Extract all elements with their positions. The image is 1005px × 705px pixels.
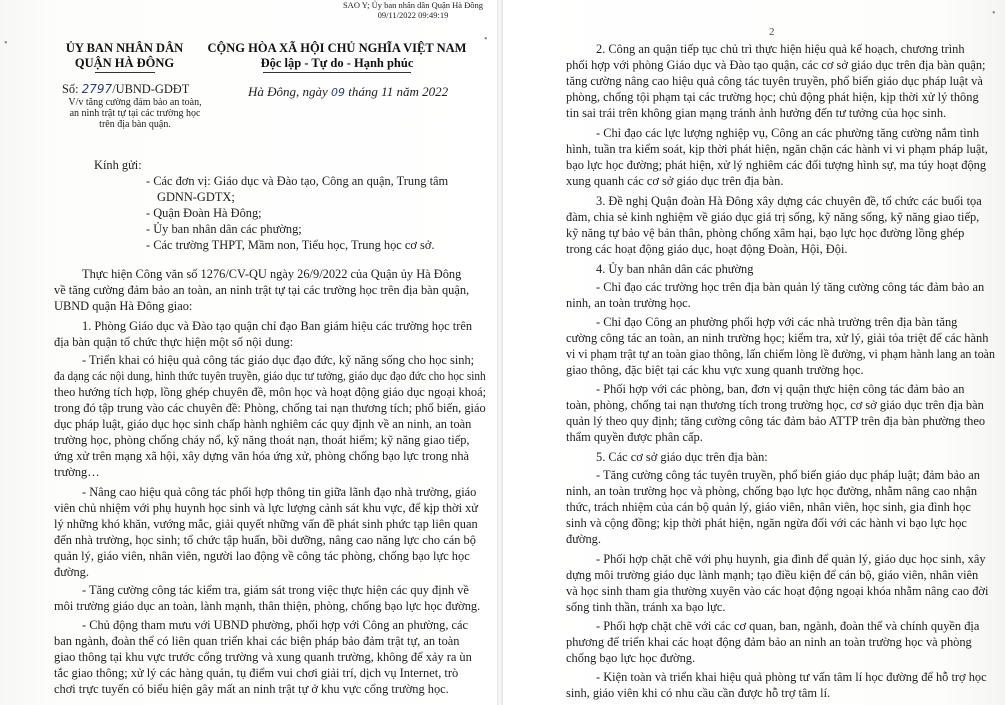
doc-number-suffix: /UBND-GDĐT	[112, 82, 190, 96]
body-line: trường học, phòng chống cháy nổ, kỹ năng thoát nạn, thoát hiểm; kỹ năng giao tiếp,	[54, 433, 470, 447]
scan-mark: •	[992, 8, 996, 19]
body-line: giao thông tại khu vực trước cổng trường và xung quanh trường, không để xảy ra ùn	[54, 650, 472, 664]
subject-line-2: an ninh trật tự tại các trường học	[69, 108, 201, 119]
body-line: 4. Ủy ban nhân dân các phường	[596, 262, 754, 276]
body-line: viên chủ nhiệm với phụ huynh học sinh và lực lượng cảnh sát khu vực, để kịp thời xử	[54, 501, 479, 515]
scan-mark: •	[4, 38, 8, 49]
body-line: phương để triển khai các hoạt động đảm bảo an ninh an toàn trường học và phòng	[566, 635, 972, 649]
recipient-line: - Các đơn vị: Giáo dục và Đào tạo, Công an quận, Trung tâm	[146, 174, 449, 188]
body-line: về tăng cường đảm bảo an toàn, an ninh trật tự tại các trường học trên địa bàn quận,	[54, 283, 470, 297]
body-line: Thực hiện Công văn số 1276/CV-QU ngày 26/9/2022 của Quận ủy Hà Đông	[82, 267, 462, 281]
recipient-line: - Các trường THPT, Mầm non, Tiểu học, Trung học cơ sở.	[146, 238, 435, 252]
body-line: - Kiện toàn và triển khai hiệu quả phòng tư vấn tâm lí học đường để hỗ trợ học	[596, 670, 987, 684]
body-line: chống bạo lực học đường.	[566, 651, 696, 665]
body-line: sinh, giáo viên khi có nhu cầu cần được hỗ trợ tâm lí.	[566, 686, 831, 700]
body-line: - Chỉ đạo các trường học trên địa bàn quản lý tăng cường công tác đảm bảo an	[596, 280, 985, 294]
copy-stamp	[324, 0, 502, 20]
body-line: bạo lực học đường; phát hiện, xử lý nghiêm các đối tượng hình sự, ma túy hoạt động	[566, 158, 987, 172]
body-line: phòng, chống tội phạm tại các trường học; chủ động phát hiện, kịp thời xử lý thông	[566, 90, 979, 104]
body-line: toàn, phòng, chống tai nạn thương tích trong trường học, cơ sở giáo dục trên địa bàn	[566, 398, 984, 412]
body-line: và học sinh tham gia thường xuyên vào các hoạt động ngoại khóa nhằm nâng cao đời	[566, 584, 989, 598]
body-line: cường công tác an toàn, an ninh trường học; kiểm tra, xử lý, giải tỏa triệt để các hành	[566, 331, 989, 345]
body-line: hình, tuần tra kiểm soát, kịp thời phát hiện, ngăn chặn các hành vi vi phạm pháp luật,	[566, 142, 988, 156]
body-line: kỹ năng tự bảo vệ bản thân, phòng chống xâm hại, bạo lực học đường lồng ghép	[566, 226, 965, 240]
date-day-handwritten: 09	[331, 86, 346, 99]
page-number: 2	[769, 26, 775, 38]
body-line: quản lý, giáo viên, nhân viên, người lao động về công tác phòng, chống bạo lực học	[54, 549, 470, 563]
body-line: trong các hoạt động giáo dục, hoạt động Đoàn, Hội, Đội.	[566, 242, 848, 256]
body-line: đến nhà trường, học sinh; tổ chức tập huấn, bồi dưỡng, nâng cao năng lực cho cán bộ	[54, 533, 476, 547]
nation-title: CỘNG HÒA XÃ HỘI CHỦ NGHĨA VIỆT NAM	[207, 41, 467, 55]
body-line: 5. Các cơ sở giáo dục trên địa bàn:	[596, 450, 768, 464]
body-line: lý những khó khăn, vướng mắc, giải quyết những vấn đề phát sinh phức tạp liên quan	[54, 517, 478, 531]
body-line: - Tăng cường công tác kiểm tra, giám sát trong việc thực hiện các quy định về	[82, 583, 469, 597]
body-line: sinh và cộng đồng; kịp thời phát hiện, ngăn ngừa đối với các hành vi bạo lực học	[566, 516, 967, 530]
recipient-line: GDNN-GDTX;	[157, 190, 235, 204]
body-line: ứng xử trên mạng xã hội, xây dựng văn hóa ứng xử, phòng chống bạo lực trong nhà	[54, 449, 470, 463]
scan-mark: •	[484, 34, 488, 45]
body-line: theo hướng tích hợp, lồng ghép chuyên đề, môn học và hoạt động giáo dục ngoại khoá;	[54, 385, 487, 399]
body-line: ninh, an toàn trường học.	[566, 296, 691, 310]
date-prefix: Hà Đông, ngày	[248, 84, 328, 99]
body-line: vi vi phạm trật tự an toàn giao thông, lấn chiếm lòng lề đường, vi phạm hành lang an toàn	[566, 347, 995, 361]
body-line: 1. Phòng Giáo dục và Đào tạo quận chỉ đạo Ban giám hiệu các trường học trên	[82, 319, 473, 333]
doc-number-handwritten: 2797	[81, 82, 113, 96]
body-line: UBND quận Hà Đông giao:	[54, 299, 193, 313]
body-line: dựng môi trường giáo dục lành mạnh; tạo điều kiện để cán bộ, giáo viên, nhân viên	[566, 568, 979, 582]
body-line: phối hợp với phòng Giáo dục và Đào tạo quận, các cơ sở giáo dục trên địa bàn quận;	[566, 58, 986, 72]
document-page-1	[0, 0, 496, 705]
doc-number-prefix: Số:	[62, 82, 79, 96]
body-line: dục pháp luật, giáo dục học sinh chấp hành nghiêm các quy định về an ninh, an toàn	[54, 417, 472, 431]
body-line: - Phối hợp chặt chẽ với các cơ quan, ban, ngành, đoàn thể và chính quyền địa	[596, 619, 980, 633]
body-line: đường.	[566, 532, 601, 546]
body-line: tin sai trái trên không gian mạng tránh ảnh hưởng đến tư tưởng của học sinh.	[566, 106, 947, 120]
body-line: chơi trực tuyến có biểu hiện gây mất an ninh trật tự ở khu vực cổng trường học.	[54, 682, 449, 696]
body-line: - Triển khai có hiệu quả công tác giáo dục đạo đức, kỹ năng sống cho học sinh;	[82, 353, 475, 367]
date-suffix: tháng 11 năm 2022	[348, 84, 449, 99]
body-line: ban ngành, đoàn thể có liên quan triển khai các biện pháp bảo đảm trật tự, an toàn	[54, 634, 460, 648]
copy-stamp-title: SAO Y; Ủy ban nhân dân Quận Hà Đông	[342, 0, 484, 10]
org-name-line1: ỦY BAN NHÂN DÂN	[65, 41, 184, 55]
body-line: giao thông, đặc biệt tại các khu vực xung quanh trường học.	[566, 363, 864, 377]
subject-line-1: V/v tăng cường đảm bảo an toàn,	[68, 97, 202, 108]
body-line: quản lý theo quy định; tăng cường công tác đảm bảo ATTP trên địa bàn phường theo	[566, 414, 986, 428]
nation-motto: Độc lập - Tự do - Hạnh phúc	[260, 56, 414, 70]
document-page-2	[504, 0, 1005, 705]
body-line: - Tăng cường công tác tuyên truyền, phổ biến giáo dục pháp luật; đảm bảo an	[596, 468, 980, 482]
recipient-line: - Quận Đoàn Hà Đông;	[146, 206, 262, 220]
subject-line-3: trên địa bàn quận.	[99, 119, 171, 130]
body-line: trường…	[54, 465, 100, 479]
body-line: 3. Đề nghị Quận đoàn Hà Đông xây dựng các chuyên đề, tổ chức các buổi tọa	[596, 194, 982, 208]
body-line: trong đó tập trung vào các chuyên đề: Phòng, chống tai nạn thương tích; phổ biến, giáo	[54, 401, 486, 415]
body-line: xung quanh các cơ sở giáo dục trên địa bàn.	[566, 174, 784, 188]
document-body-right	[504, 0, 1005, 705]
body-line: đường.	[54, 565, 89, 579]
body-line: - Chủ động tham mưu với UBND phường, phối hợp với Công an phường, các	[82, 618, 469, 632]
document-body-left	[0, 0, 496, 705]
page-gutter	[497, 0, 503, 705]
salutation: Kính gửi:	[94, 158, 142, 172]
org-name-line2: QUẬN HÀ ĐÔNG	[74, 56, 175, 70]
body-line: đàm, chia sẻ kinh nghiệm về giáo dục giá trị sống, kỹ năng sống, kỹ năng giao tiếp,	[566, 210, 980, 224]
body-line: - Phối hợp chặt chẽ với phụ huynh, gia đình để quản lý, giáo dục học sinh, xây	[596, 552, 986, 566]
body-line: ninh, an toàn trường học và phòng, chống bạo lực học đường, nhằm nâng cao nhận	[566, 484, 978, 498]
body-line: sống tinh thần, tránh xa bạo lực.	[566, 600, 726, 614]
body-line: tăng cường nâng cao hiệu quả công tác tuyên truyền, phổ biến giáo dục pháp luật và	[566, 74, 983, 88]
body-line: thức, trách nhiệm của cán bộ quản lý, giáo viên, nhân viên, học sinh, gia đình học	[566, 500, 971, 514]
body-line: - Phối hợp với các phòng, ban, đơn vị quận thực hiện công tác đảm bảo an	[596, 382, 965, 396]
body-line: - Chỉ đạo Công an phường phối hợp với các nhà trường trên địa bàn tăng	[596, 315, 958, 329]
body-line: đa dạng các nội dung, hình thức tuyên truyền, giáo dục tư tưởng, giáo dục đạo đức cho học sinh	[54, 369, 486, 383]
body-line: 2. Công an quận tiếp tục chủ trì thực hiện hiệu quả kế hoạch, chương trình	[596, 42, 965, 56]
recipient-line: - Ủy ban nhân dân các phường;	[146, 222, 302, 236]
body-line: địa bàn quận tổ chức thực hiện một số nội dung:	[54, 335, 294, 349]
body-line: tắc giao thông; xử lý các hàng quán, tụ điểm vui chơi giải trí, dịch vụ Internet, trò	[54, 666, 459, 680]
body-line: - Chỉ đạo các lực lượng nghiệp vụ, Công an các phường tăng cường nắm tình	[596, 126, 980, 140]
body-line: - Nâng cao hiệu quả công tác phối hợp thông tin giữa lãnh đạo nhà trường, giáo	[82, 485, 477, 499]
body-line: thẩm quyền được phân cấp.	[566, 430, 703, 444]
copy-stamp-timestamp: 09/11/2022 09:49:19	[377, 10, 449, 20]
body-line: môi trường giáo dục an toàn, lành mạnh, thân thiện, phòng, chống bạo lực học đường.	[54, 599, 481, 613]
